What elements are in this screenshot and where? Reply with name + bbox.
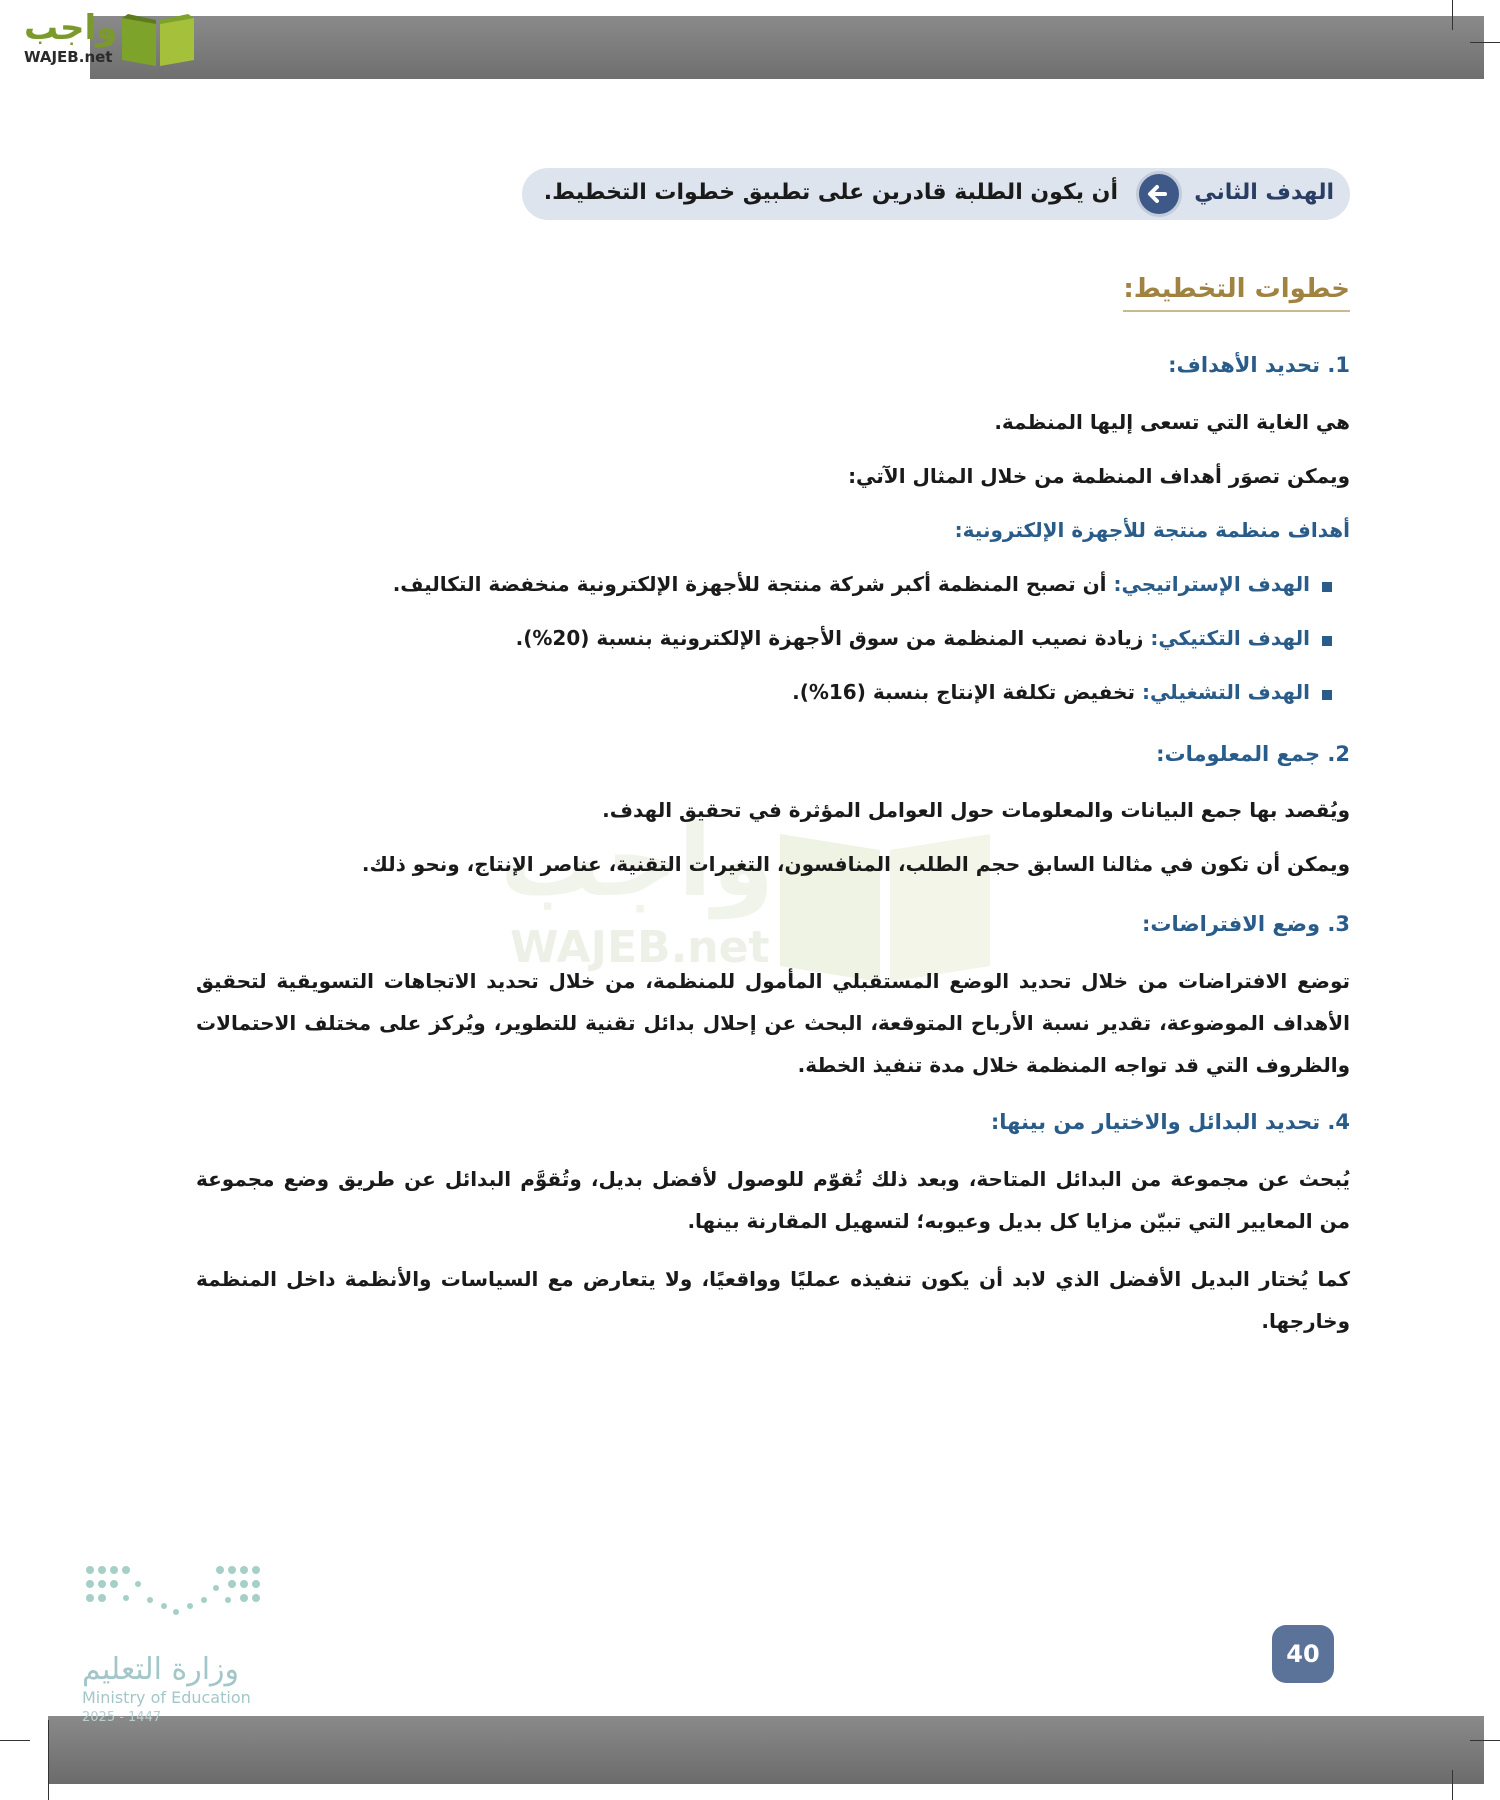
ministry-dots-icon [80,1560,270,1630]
section-title: خطوات التخطيط: [1123,274,1350,312]
bullet-item [516,626,1310,650]
objective-label: الهدف الثاني [1194,180,1334,205]
step1-heading: 1. تحديد الأهداف: [1168,353,1350,377]
arrow-left-icon [1136,171,1182,217]
bullet-text: تخفيض تكلفة الإنتاج بنسبة (16%). [792,680,1135,704]
logo-english-text: WAJEB.net [24,48,113,66]
crop-mark [1470,1740,1500,1741]
step4-paragraph2: كما يُختار البديل الأفضل الذي لابد أن يكون تنفيذه عمليًا وواقعيًا، ولا يتعارض مع السياسات والأنظمة داخل المنظمة وخارجها. [196,1267,1350,1333]
crop-mark [0,1740,30,1741]
logo-arabic-text: واجب [24,8,118,48]
bullet-marker [1322,690,1332,700]
footer-bar [48,1716,1484,1784]
ministry-arabic: وزارة التعليم [82,1652,240,1687]
ministry-logo [80,1560,280,1725]
objective-text: أن يكون الطلبة قادرين على تطبيق خطوات التخطيط. [543,180,1118,205]
watermark-english: WAJEB.net [510,922,770,973]
ministry-english: Ministry of Education [82,1688,251,1707]
step3-paragraph: توضع الافتراضات من خلال تحديد الوضع المستقبلي المأمول للمنظمة، من خلال تحديد الاتجاهات التسويقية لتحقيق الأهداف الموضوعة، تقدير نسبة الأرباح المتوقعة، البحث عن إحلال بدائل تقنية للتطوير، ويُركز على مختلف الاحتمالات والظروف التي قد تواجه المنظمة خلال مدة تنفيذ الخطة. [196,969,1350,1077]
bullet-label: الهدف التكتيكي: [1150,626,1310,650]
step1-example-heading: أهداف منظمة منتجة للأجهزة الإلكترونية: [954,518,1350,542]
watermark-arabic: واجب [500,802,775,919]
page-number: 40 [1272,1625,1334,1683]
objective-banner [522,168,1350,220]
bullet-item [393,572,1310,596]
bullet-text: زيادة نصيب المنظمة من سوق الأجهزة الإلكترونية بنسبة (20%). [515,626,1144,650]
watermark-book-icon [770,814,1000,984]
step4-heading: 4. تحديد البدائل والاختيار من بينها: [990,1110,1350,1134]
book-icon [118,10,198,68]
step2-line2: ويمكن أن تكون في مثالنا السابق حجم الطلب، المنافسون، التغيرات التقنية، عناصر الإنتاج، ونحو ذلك. [361,852,1350,876]
step1-intro: ويمكن تصوَر أهداف المنظمة من خلال المثال الآتي: [848,464,1350,488]
wajeb-logo[interactable] [10,6,190,68]
step1-definition: هي الغاية التي تسعى إليها المنظمة. [994,410,1350,434]
crop-mark [1470,42,1500,43]
crop-mark [1452,1770,1453,1800]
bullet-item [792,680,1310,704]
bullet-marker [1322,582,1332,592]
ministry-year: 2025 - 1447 [82,1710,162,1725]
step4-paragraph1: يُبحث عن مجموعة من البدائل المتاحة، وبعد ذلك تُقوّم للوصول لأفضل بديل، وتُقوَّم البدائل عن طريق وضع مجموعة من المعايير التي تبيّن مزايا كل بديل وعيوبه؛ لتسهيل المقارنة بينها. [196,1167,1350,1233]
header-bar [90,16,1484,79]
step2-heading: 2. جمع المعلومات: [1156,742,1350,766]
bullet-text: أن تصبح المنظمة أكبر شركة منتجة للأجهزة الإلكترونية منخفضة التكاليف. [392,572,1107,596]
bullet-label: الهدف التشغيلي: [1141,680,1310,704]
bullet-label: الهدف الإستراتيجي: [1113,572,1310,596]
step2-line1: ويُقصد بها جمع البيانات والمعلومات حول العوامل المؤثرة في تحقيق الهدف. [602,798,1350,822]
step3-heading: 3. وضع الافتراضات: [1141,912,1350,936]
bullet-marker [1322,636,1332,646]
crop-mark [48,1720,49,1800]
crop-mark [1452,0,1453,30]
